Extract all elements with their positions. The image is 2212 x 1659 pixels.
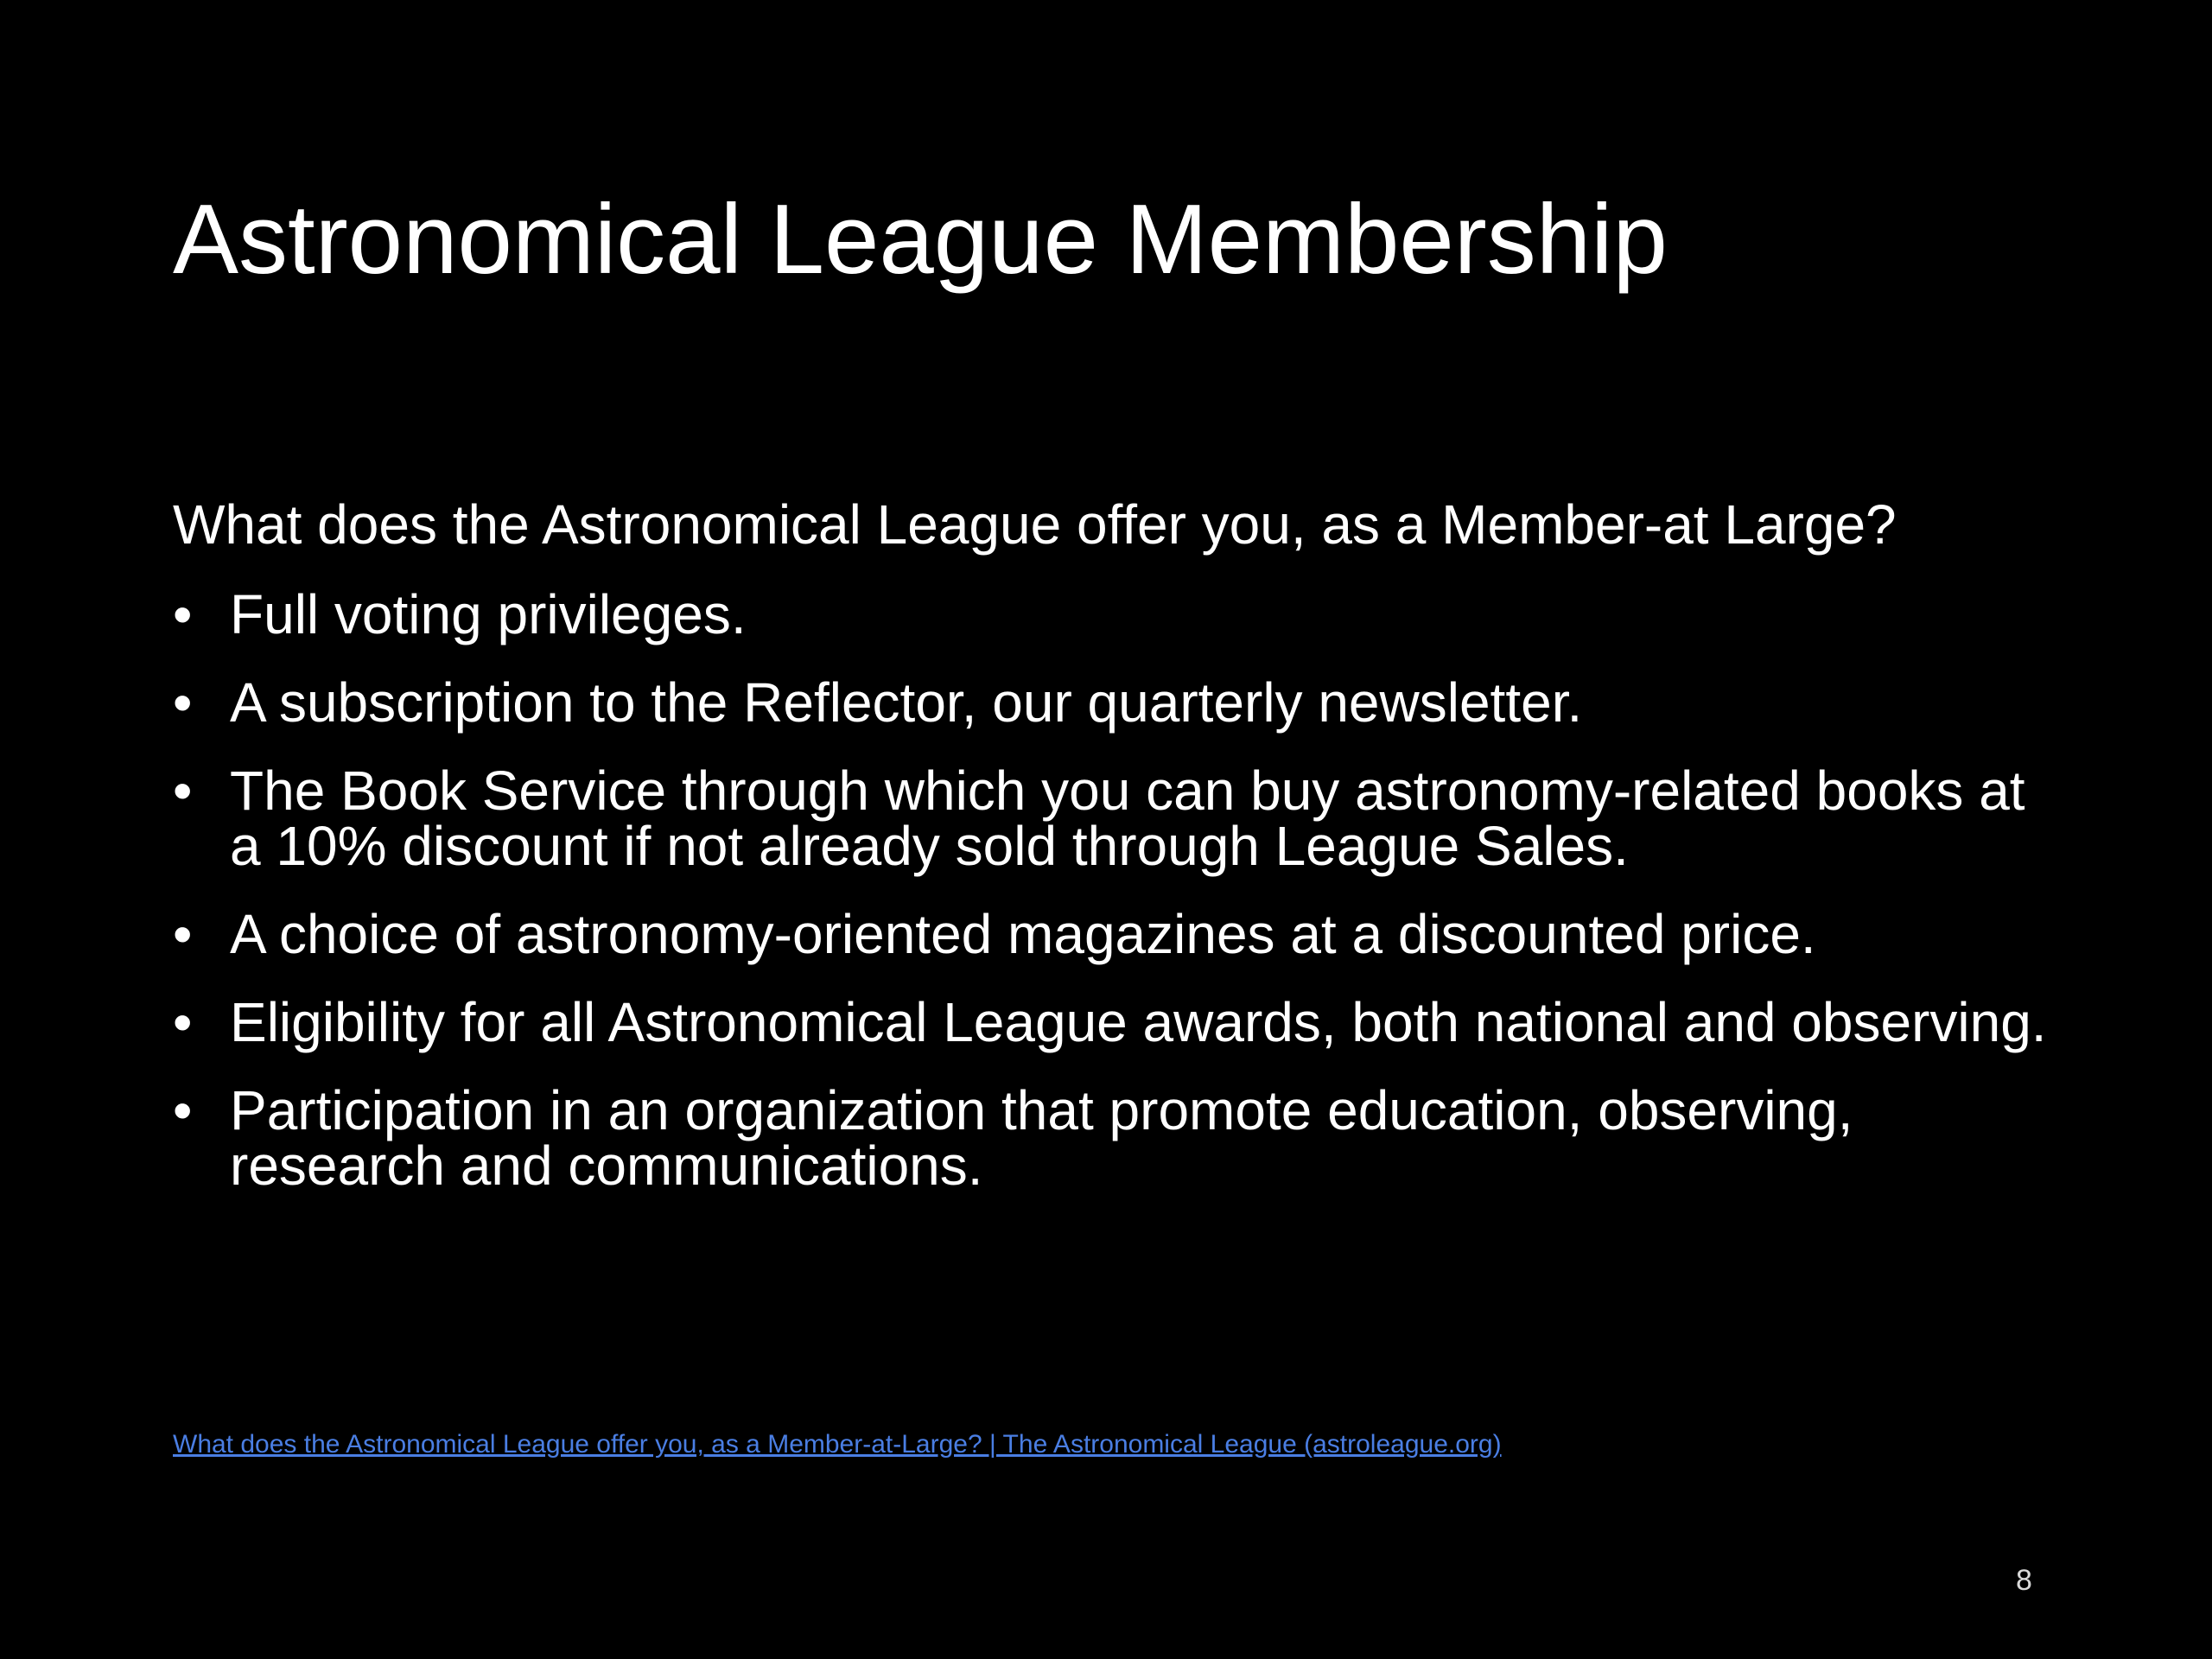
bullet-icon: • (173, 760, 193, 822)
bullet-icon: • (173, 991, 193, 1053)
list-item (173, 1079, 2056, 1197)
list-item-text: The Book Service through which you can buy astronomy-related books at a 10% discount if not already sold through League Sales. (230, 760, 2025, 877)
bullet-icon: • (173, 671, 193, 734)
list-item (173, 903, 2056, 965)
benefits-list (173, 583, 2056, 1197)
slide-title: Astronomical League Membership (173, 185, 1668, 295)
list-item-text: A choice of astronomy-oriented magazines at a discounted price. (230, 903, 1816, 965)
list-item-text: Participation in an organization that promote education, observing, research and communications. (230, 1079, 1853, 1197)
list-item-text: Eligibility for all Astronomical League awards, both national and observing. (230, 991, 2047, 1053)
intro-question: What does the Astronomical League offer you, as a Member-at Large? (173, 493, 1897, 556)
list-item (173, 991, 2056, 1053)
source-link[interactable]: What does the Astronomical League offer you, as a Member-at-Large? | The Astronomical League (astroleague.org) (173, 1430, 1502, 1459)
page-number: 8 (2016, 1564, 2032, 1597)
bullet-icon: • (173, 903, 193, 965)
bullet-icon: • (173, 583, 193, 645)
bullet-icon: • (173, 1079, 193, 1141)
list-item (173, 760, 2056, 877)
slide-body (173, 493, 2056, 1226)
list-item-text: A subscription to the Reflector, our quarterly newsletter. (230, 671, 1583, 734)
list-item (173, 671, 2056, 734)
list-item (173, 583, 2056, 645)
list-item-text: Full voting privileges. (230, 583, 747, 645)
